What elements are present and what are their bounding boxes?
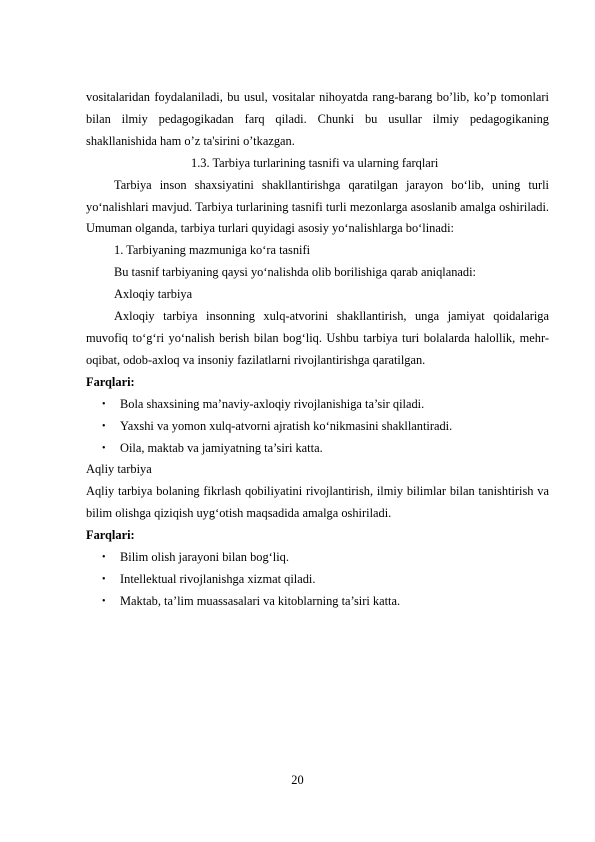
list-item xyxy=(86,591,549,613)
bullet-icon: • xyxy=(102,442,106,454)
section-heading: 1.3. Tarbiya turlarining tasnifi va ularning farqlari xyxy=(191,155,439,170)
list-item xyxy=(86,438,549,460)
farqlari-label-2: Farqlari: xyxy=(86,528,135,543)
farqlari-label-1: Farqlari: xyxy=(86,374,135,389)
list-item-text: Yaxshi va yomon xulq-atvorni ajratish ko‘nikmasini shakllantiradi. xyxy=(120,418,453,433)
paragraph-classification-title: 1. Tarbiyaning mazmuniga ko‘ra tasnifi xyxy=(114,243,311,258)
bullet-icon: • xyxy=(102,573,106,585)
subheading-axloqiy: Axloqiy tarbiya xyxy=(114,287,193,302)
page-number: 20 xyxy=(291,773,304,787)
paragraph-axloqiy-desc: Axloqiy tarbiya insonning xulq-atvorini shakllantirish, unga jamiyat qoidalariga muvofiq to‘g‘ri yo‘nalish berish bilan bog‘liq. Ushbu tarbiya turi bolalarda halollik, mehr-oqibat, odob-axloq va insoniy fazilatlarni rivojlantirishga qaratilgan. xyxy=(86,309,549,367)
list-item xyxy=(86,569,549,591)
bullet-list-axloqiy xyxy=(86,394,549,460)
list-item-text: Intellektual rivojlanishga xizmat qiladi. xyxy=(120,571,316,586)
list-item xyxy=(86,416,549,438)
paragraph-tarbiya-definition: Tarbiya inson shaxsiyatini shakllantirishga qaratilgan jarayon bo‘lib, uning turli yo‘nalishlari mavjud. Tarbiya turlarining tasnifi turli mezonlarga asoslanib amalga oshiriladi. Umuman olganda, tarbiya turlari quyidagi asosiy yo‘nalishlarga bo‘linadi: xyxy=(86,177,549,236)
subheading-aqliy: Aqliy tarbiya xyxy=(86,462,152,477)
bullet-icon: • xyxy=(102,595,106,607)
list-item-text: Bilim olish jarayoni bilan bog‘liq. xyxy=(120,550,289,565)
paragraph-intro: vositalaridan foydalaniladi, bu usul, vositalar nihoyatda rang-barang bo’lib, ko’p tomonlari bilan ilmiy pedagogikadan farq qiladi. Chunki bu usullar ilmiy pedagogikaning shakllanishida ham o’z ta'sirini o’tkazgan. xyxy=(86,90,549,148)
list-item-text: Maktab, ta’lim muassasalari va kitoblarning ta’siri katta. xyxy=(120,593,401,608)
list-item xyxy=(86,547,549,569)
list-item-text: Oila, maktab va jamiyatning ta’siri katta. xyxy=(120,440,323,455)
bullet-icon: • xyxy=(102,552,106,564)
list-item-text: Bola shaxsining ma’naviy-axloqiy rivojlanishiga ta’sir qiladi. xyxy=(120,396,425,411)
paragraph-aqliy-desc: Aqliy tarbiya bolaning fikrlash qobiliyatini rivojlantirish, ilmiy bilimlar bilan tanishtirish va bilim olishga qiziqish uyg‘otish maqsadida amalga oshiriladi. xyxy=(86,484,549,521)
document-page xyxy=(86,87,549,613)
bullet-icon: • xyxy=(102,398,106,410)
bullet-icon: • xyxy=(102,420,106,432)
list-item xyxy=(86,394,549,416)
paragraph-classification-desc: Bu tasnif tarbiyaning qaysi yo‘nalishda olib borilishiga qarab aniqlanadi: xyxy=(114,265,477,280)
bullet-list-aqliy xyxy=(86,547,549,613)
